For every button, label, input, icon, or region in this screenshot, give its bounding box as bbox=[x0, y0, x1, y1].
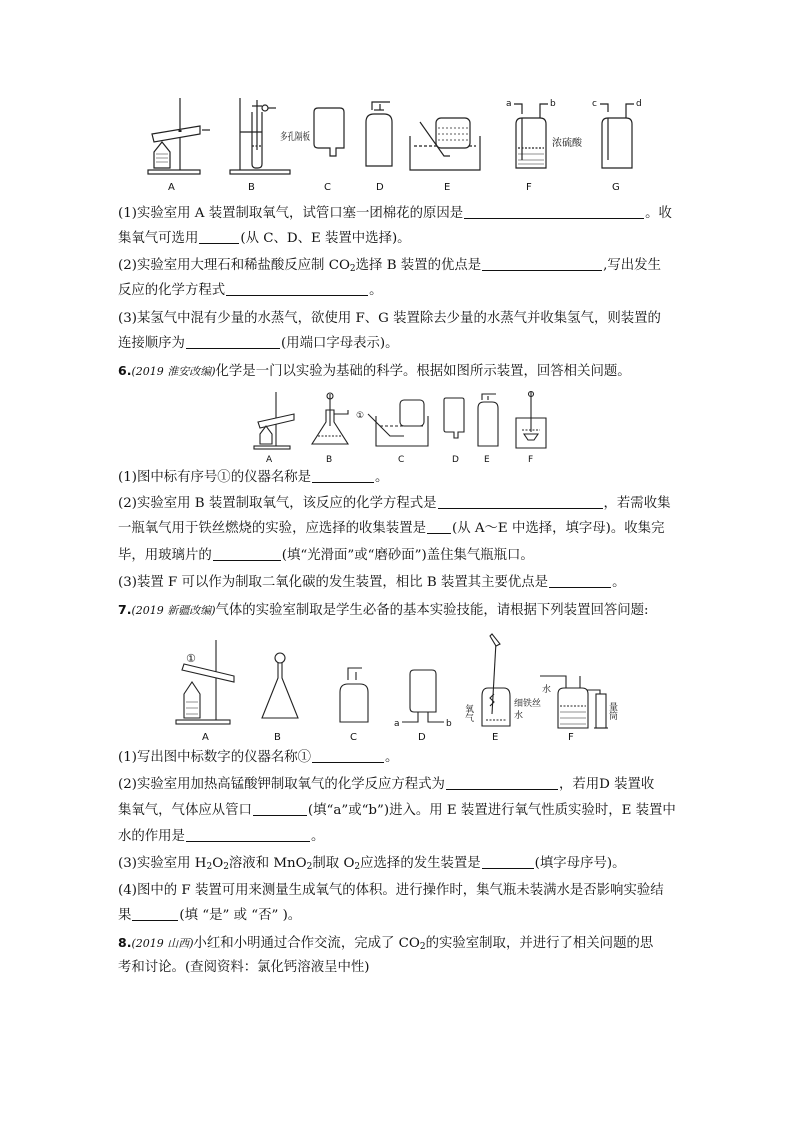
q8-stem-line1 bbox=[118, 933, 653, 954]
q6-blank-2[interactable] bbox=[438, 495, 603, 509]
q6-p2c-text: 毕，用玻璃片的 bbox=[118, 548, 212, 563]
q5-p1-text: (1)实验室用 A 装置制取氧气，试管口塞一团棉花的原因是 bbox=[118, 206, 464, 221]
q7-p4b-text: 果 bbox=[118, 908, 132, 923]
fig3-cylinder-label: 量筒 bbox=[607, 702, 617, 720]
apparatus-figure-1 bbox=[140, 94, 670, 194]
q5-p2b-text: 反应的化学方程式 bbox=[118, 283, 226, 298]
fig1-port-c: c bbox=[592, 99, 597, 109]
q6-p2b-text: 一瓶氧气用于铁丝燃烧的实验，应选择的收集装置是 bbox=[118, 521, 426, 536]
q7-part1 bbox=[118, 748, 398, 768]
fig3-port-b: b bbox=[446, 719, 452, 729]
fig3-iron-wire-label: 细铁丝 bbox=[514, 699, 542, 709]
fig3-oxygen-label: 氧气 bbox=[463, 704, 473, 722]
q5-p2-sub: 2 bbox=[349, 264, 356, 274]
q5-blank-5[interactable] bbox=[186, 335, 280, 349]
q7-part2-line1 bbox=[118, 775, 654, 795]
fig1-porous-plate-annotation: 多孔隔板 bbox=[280, 132, 320, 143]
q7-p3-sub2: 2 bbox=[223, 862, 229, 872]
q7-p3-b: O bbox=[212, 856, 224, 871]
fig1-label-b: B bbox=[248, 182, 255, 193]
fig1-port-d: d bbox=[636, 99, 642, 109]
q6-p2-text: (2)实验室用 B 装置制取氧气，该反应的化学方程式是 bbox=[118, 496, 437, 511]
fig3-water-label-f: 水 bbox=[542, 685, 552, 695]
q5-part1-line1 bbox=[118, 204, 672, 224]
fig1-label-f: F bbox=[526, 182, 532, 193]
q6-part3 bbox=[118, 573, 625, 593]
q7-p3-c: 溶液和 MnO bbox=[228, 856, 307, 871]
fig1-conc-sulfuric-acid: 浓硫酸 bbox=[552, 138, 582, 149]
q5-p2b-tail: 。 bbox=[369, 283, 383, 298]
q5-blank-1[interactable] bbox=[464, 205, 644, 219]
apparatus-figure-3 bbox=[170, 630, 640, 746]
fig3-water-label-e: 水 bbox=[514, 711, 524, 721]
q7-part2-line2 bbox=[118, 801, 676, 821]
q7-p3-e: 应选择的发生装置是 bbox=[360, 856, 481, 871]
q5-part3-line1 bbox=[118, 309, 661, 329]
q8-stem-a: 小红和小明通过合作交流，完成了 CO bbox=[193, 936, 420, 951]
q7-blank-5[interactable] bbox=[482, 855, 534, 869]
q7-stem-text: 气体的实验室制取是学生必备的基本实验技能，请根据下列装置回答问题: bbox=[215, 603, 649, 618]
fig3-label-c: C bbox=[350, 732, 357, 743]
q7-p3-d: 制取 O bbox=[312, 856, 355, 871]
q7-source: (2019 新疆改编) bbox=[131, 604, 216, 617]
q7-p3-sub1: 2 bbox=[206, 862, 213, 872]
fig2-label-b: B bbox=[326, 455, 333, 465]
q7-p2-text: (2)实验室用加热高锰酸钾制取氧气的化学反应方程式为 bbox=[118, 777, 445, 792]
q8-stem-c: 考和讨论。(查阅资料：氯化钙溶液呈中性) bbox=[118, 960, 370, 975]
q6-stem-text: 化学是一门以实验为基础的科学。根据如图所示装置，回答相关问题。 bbox=[215, 364, 631, 379]
fig3-label-d: D bbox=[418, 732, 426, 743]
fig2-label-e: E bbox=[484, 455, 490, 465]
q7-part3 bbox=[118, 854, 625, 874]
q7-p1-text: (1)写出图中标数字的仪器名称① bbox=[118, 750, 312, 765]
q5-blank-3[interactable] bbox=[482, 257, 602, 271]
q7-blank-4[interactable] bbox=[186, 828, 310, 842]
q7-part4-line1 bbox=[118, 881, 664, 901]
fig1-port-a: a bbox=[506, 99, 512, 109]
q5-p3b-text: 连接顺序为 bbox=[118, 336, 185, 351]
q7-blank-6[interactable] bbox=[132, 907, 178, 921]
fig1-port-b: b bbox=[550, 99, 556, 109]
q5-part3-line2 bbox=[118, 334, 399, 354]
q8-stem-line2 bbox=[118, 958, 369, 978]
q5-blank-4[interactable] bbox=[226, 282, 368, 296]
q7-p3-sub3: 2 bbox=[306, 862, 313, 872]
q6-stem bbox=[118, 361, 631, 382]
fig3-label-b: B bbox=[274, 732, 281, 743]
q5-p1c-tail: (从 C、D、E 装置中选择)。 bbox=[240, 231, 411, 246]
fig1-label-c: C bbox=[324, 182, 331, 193]
fig2-label-c: C bbox=[398, 455, 405, 465]
q5-blank-2[interactable] bbox=[199, 230, 239, 244]
q7-p2b-text: 集氧气，气体应从管口 bbox=[118, 803, 252, 818]
q7-p4b-tail: (填 “是” 或 “否” )。 bbox=[179, 908, 302, 923]
q7-p1-tail: 。 bbox=[385, 750, 399, 765]
fig2-marker-1: ① bbox=[356, 411, 365, 421]
q6-p3-text: (3)装置 F 可以作为制取二氧化碳的发生装置，相比 B 装置其主要优点是 bbox=[118, 575, 549, 590]
q7-p3-tail: (填字母序号)。 bbox=[534, 856, 626, 871]
q6-part2-line2 bbox=[118, 519, 664, 539]
q5-part1-line2 bbox=[118, 229, 411, 249]
q5-p3b-tail: (用端口字母表示)。 bbox=[280, 336, 399, 351]
q6-part2-line1 bbox=[118, 494, 670, 514]
q6-blank-5[interactable] bbox=[549, 574, 611, 588]
q6-part2-line3 bbox=[118, 546, 534, 566]
q7-p2c-tail: 。 bbox=[310, 829, 325, 844]
q7-p3-sub4: 2 bbox=[354, 862, 361, 872]
q5-part2-line2 bbox=[118, 281, 383, 301]
fig1-label-a: A bbox=[168, 182, 175, 193]
q5-part2-line1 bbox=[118, 256, 661, 276]
q8-source: (2019 山西) bbox=[131, 937, 194, 950]
q8-number: 8. bbox=[118, 935, 132, 950]
q7-p2b-tail: (填“a”或“b”)进入。用 E 装置进行氧气性质实验时，E 装置中 bbox=[307, 803, 676, 818]
fig2-label-a: A bbox=[266, 455, 273, 465]
fig3-port-a: a bbox=[394, 719, 400, 729]
q5-p2-tail: ,写出发生 bbox=[603, 258, 661, 273]
fig3-label-f: F bbox=[568, 732, 574, 743]
q7-p4-text: (4)图中的 F 装置可用来测量生成氧气的体积。进行操作时，集气瓶未装满水是否影响实验结 bbox=[118, 883, 664, 898]
q5-p1-tail: 。收 bbox=[645, 206, 672, 221]
q5-p3-text: (3)某氢气中混有少量的水蒸气，欲使用 F、G 装置除去少量的水蒸气并收集氢气，则装置的 bbox=[118, 311, 661, 326]
q7-p3-a: (3)实验室用 H bbox=[118, 856, 207, 871]
fig3-marker-1: ① bbox=[186, 652, 196, 665]
q6-p1-tail: 。 bbox=[375, 470, 389, 485]
fig1-label-d: D bbox=[376, 182, 384, 193]
q6-p3-tail: 。 bbox=[612, 575, 626, 590]
q6-source: (2019 淮安改编) bbox=[131, 365, 216, 378]
q7-blank-3[interactable] bbox=[253, 802, 307, 816]
q7-stem bbox=[118, 600, 649, 621]
q6-p2b-tail: (从 A～E 中选择，填字母)。收集完 bbox=[451, 521, 665, 536]
q6-blank-3[interactable] bbox=[427, 520, 451, 534]
fig2-label-f: F bbox=[528, 455, 534, 465]
q7-p2c-text: 水的作用是 bbox=[118, 829, 185, 844]
q7-blank-2[interactable] bbox=[446, 776, 558, 790]
q6-blank-1[interactable] bbox=[312, 469, 374, 483]
q8-stem-b: 的实验室制取，并进行了相关问题的思 bbox=[425, 936, 654, 951]
q7-part2-line3 bbox=[118, 827, 324, 847]
fig3-label-e: E bbox=[492, 732, 499, 743]
q6-p2-tail: ，若需收集 bbox=[603, 496, 671, 511]
fig2-label-d: D bbox=[452, 455, 459, 465]
q5-p2-text: (2)实验室用大理石和稀盐酸反应制 CO bbox=[118, 258, 350, 273]
fig1-label-e: E bbox=[444, 182, 451, 193]
q7-number: 7. bbox=[118, 602, 132, 617]
q6-part1 bbox=[118, 468, 388, 488]
q6-blank-4[interactable] bbox=[213, 547, 281, 561]
fig1-label-g: G bbox=[612, 182, 620, 193]
q7-part4-line2 bbox=[118, 906, 301, 926]
q7-p2-tail: ，若用D 装置收 bbox=[558, 777, 655, 792]
q6-number: 6. bbox=[118, 363, 132, 378]
q5-p2-mid: 选择 B 装置的优点是 bbox=[355, 258, 482, 273]
q5-p1c-text: 集氧气可选用 bbox=[118, 231, 199, 246]
q6-p1-text: (1)图中标有序号①的仪器名称是 bbox=[118, 470, 312, 485]
fig3-label-a: A bbox=[202, 732, 209, 743]
q6-p2c-tail: (填“光滑面”或“磨砂面”)盖住集气瓶瓶口。 bbox=[281, 548, 534, 563]
apparatus-figure-2 bbox=[250, 386, 560, 466]
q8-stem-sub: 2 bbox=[419, 942, 426, 952]
q7-blank-1[interactable] bbox=[312, 749, 384, 763]
